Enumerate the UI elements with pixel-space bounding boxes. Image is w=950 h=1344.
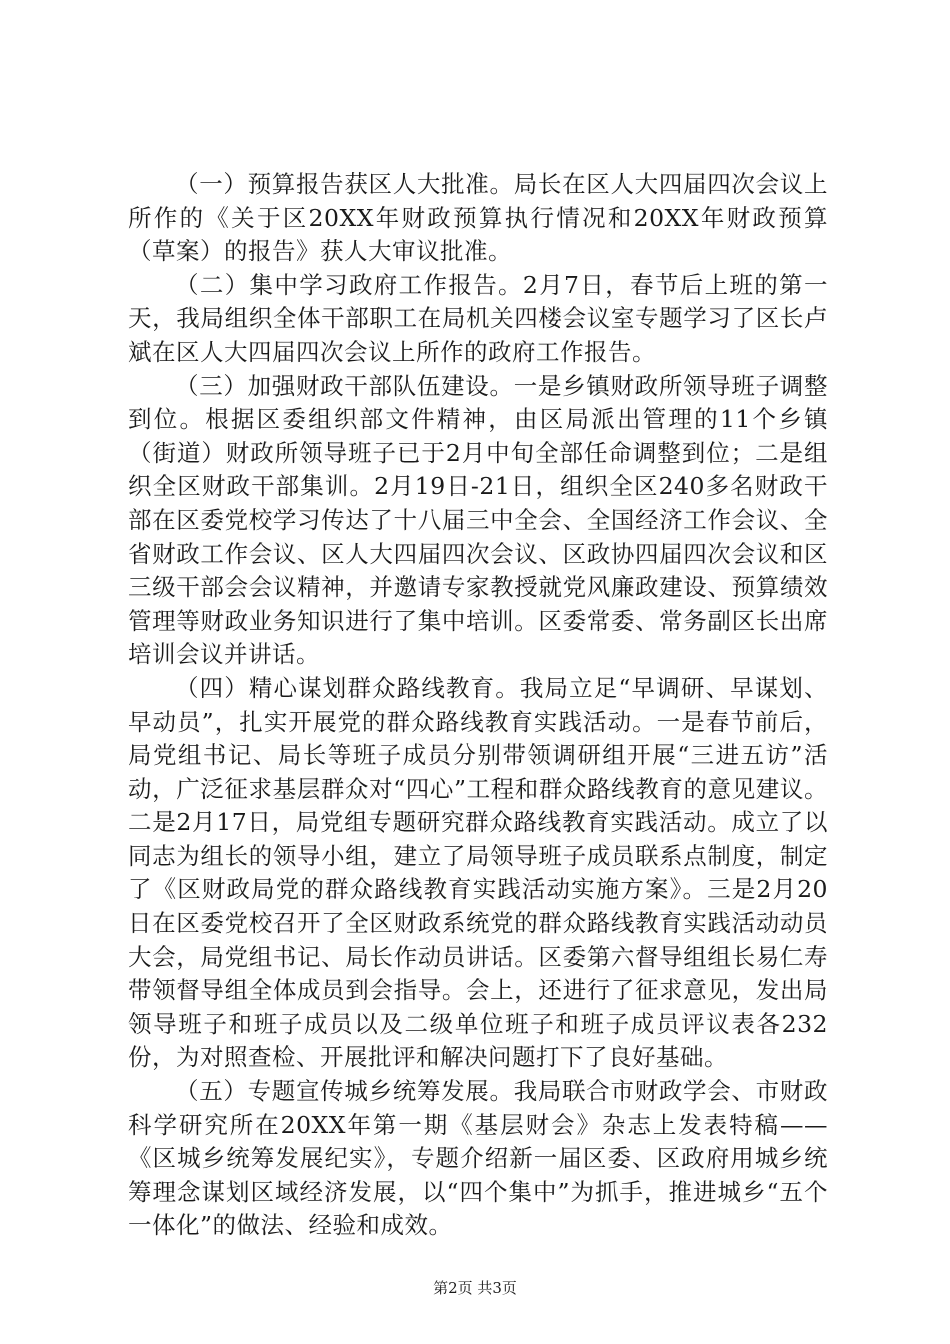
document-body: [128, 168, 828, 1243]
paragraph-urban-rural-publicity: （五）专题宣传城乡统筹发展。我局联合市财政学会、市财政科学研究所在20XX年第一期《基层财会》杂志上发表特稿——《区城乡统筹发展纪实》，专题介绍新一届区委、区政府用城乡统筹理念谋划区域经济发展，以“四个集中”为抓手，推进城乡“五个一体化”的做法、经验和成效。: [128, 1077, 828, 1240]
page-number-footer: 第2页 共3页: [433, 1279, 517, 1297]
paragraph-mass-line-education: （四）精心谋划群众路线教育。我局立足“早调研、早谋划、早动员”，扎实开展党的群众路线教育实践活动。一是春节前后，局党组书记、局长等班子成员分别带领调研组开展“三进五访”活动，广泛征求基层群众对“四心”工程和群众路线教育的意见建议。二是2月17日，局党组专题研究群众路线教育实践活动。成立了以同志为组长的领导小组，建立了局领导班子成员联系点制度，制定了《区财政局党的群众路线教育实践活动实施方案》。三是2月20日在区委党校召开了全区财政系统党的群众路线教育实践活动动员大会，局党组书记、局长作动员讲话。区委第六督导组组长易仁寿带领督导组全体成员到会指导。会上，还进行了征求意见，发出局领导班子和班子成员以及二级单位班子和班子成员评议表各232份，为对照查检、开展批评和解决问题打下了良好基础。: [128, 673, 828, 1072]
paragraph-budget-report: （一）预算报告获区人大批准。局长在区人大四届四次会议上所作的《关于区20XX年财政预算执行情况和20XX年财政预算（草案）的报告》获人大审议批准。: [128, 170, 828, 266]
paragraph-finance-team-building: （三）加强财政干部队伍建设。一是乡镇财政所领导班子调整到位。根据区委组织部文件精神，由区局派出管理的11个乡镇（街道）财政所领导班子已于2月中旬全部任命调整到位；二是组织全区财政干部集训。2月19日-21日，组织全区240多名财政干部在区委党校学习传达了十八届三中全会、全国经济工作会议、全省财政工作会议、区人大四届四次会议、区政协四届四次会议和区三级干部会会议精神，并邀请专家教授就党风廉政建设、预算绩效管理等财政业务知识进行了集中培训。区委常委、常务副区长出席培训会议并讲话。: [128, 371, 828, 669]
paragraph-government-report-study: （二）集中学习政府工作报告。2月7日，春节后上班的第一天，我局组织全体干部职工在局机关四楼会议室专题学习了区长卢斌在区人大四届四次会议上所作的政府工作报告。: [128, 270, 828, 366]
